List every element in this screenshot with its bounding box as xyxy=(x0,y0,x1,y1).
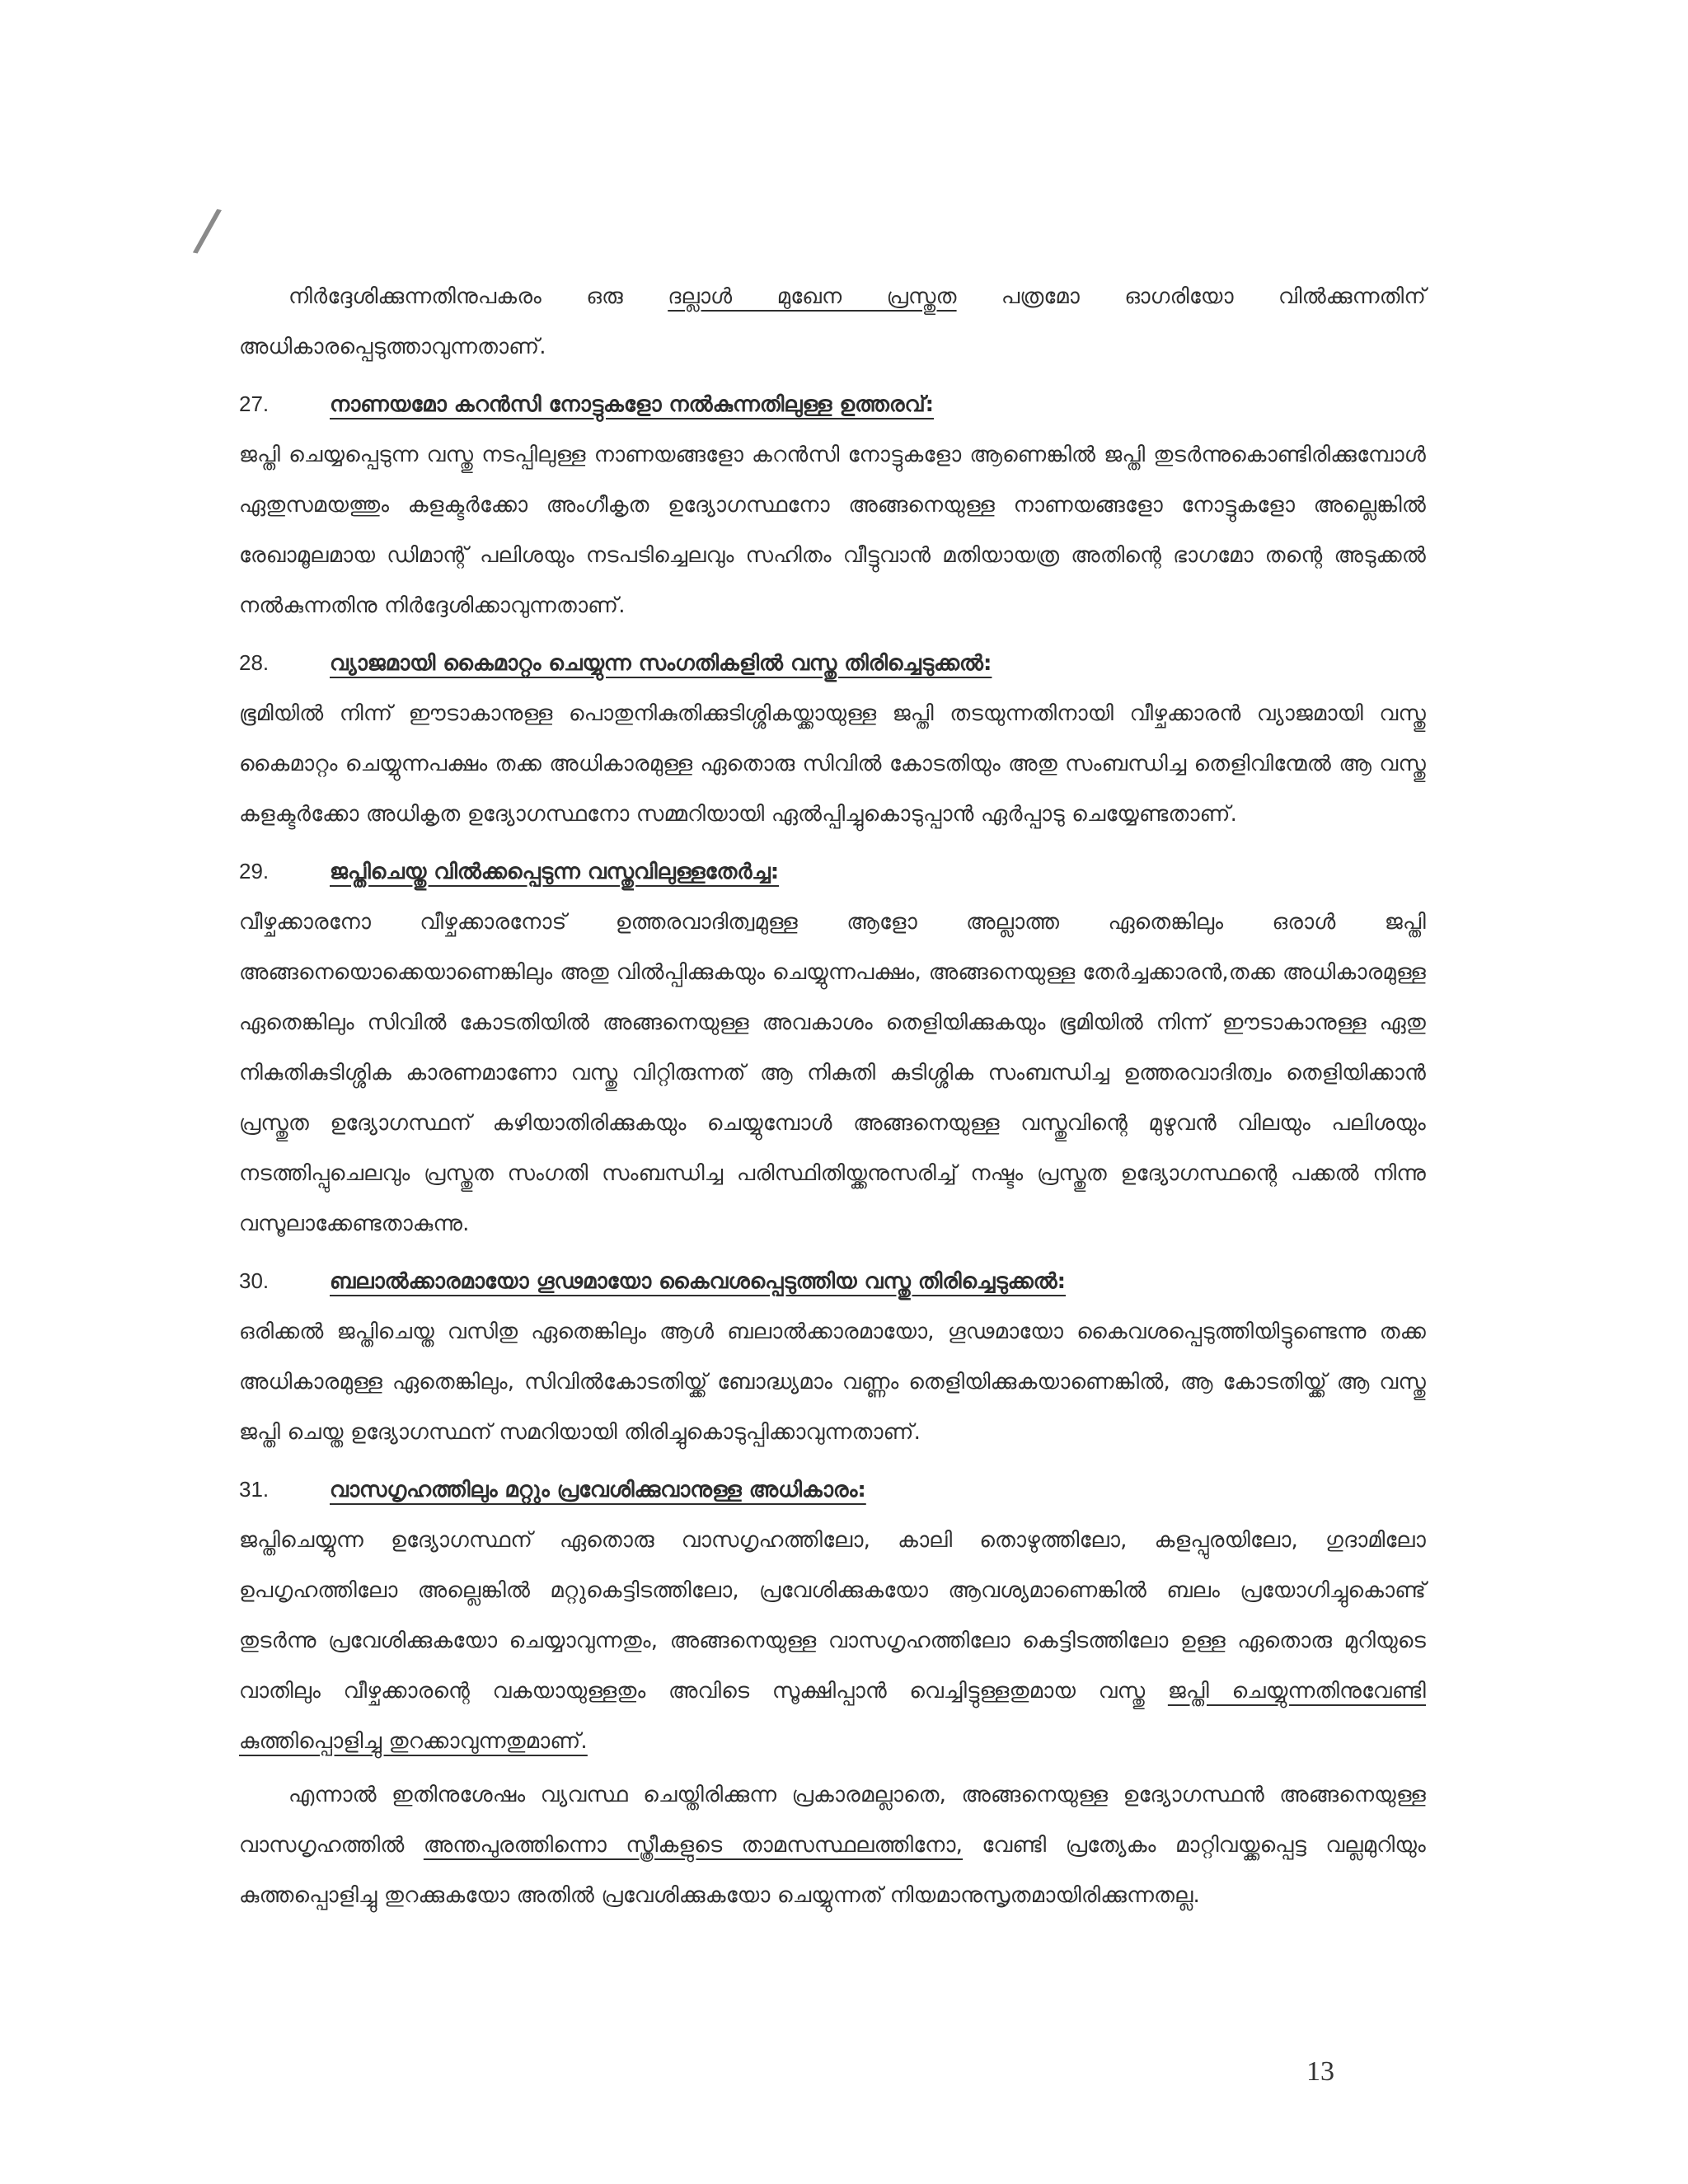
section-heading: ജപ്തിചെയ്തു വിൽക്കപ്പെടുന്ന വസ്തുവിലുള്ളതേർച്ച: xyxy=(330,860,780,884)
intro-text-2: പത്രമോ ഓഗരിയോ വിൽക്കുന്നതിന് അധികാരപ്പെടുത്താവുന്നതാണ്. xyxy=(239,284,1426,359)
section-body: വീഴ്ചക്കാരനോ വീഴ്ചക്കാരനോട് ഉത്തരവാദിത്വമുള്ള ആളോ അല്ലാത്ത ഏതെങ്കിലും ഒരാൾ ജപ്തി അങ്ങനെയൊക്കെയാണെങ്കിലും അതു വിൽപ്പിക്കുകയും ചെയ്യുന്നപക്ഷം, അങ്ങനെയുള്ള തേർച്ചക്കാരൻ,തക്ക അധികാരമുള്ള ഏതെങ്കിലും സിവിൽ കോടതിയിൽ അങ്ങനെയുള്ള അവകാശം തെളിയിക്കുകയും ഭൂമിയിൽ നിന്ന് ഈടാകാനുള്ള ഏതു നികുതികുടിശ്ശിക കാരണമാണോ വസ്തു വിറ്റിരുന്നത് ആ നികുതി കുടിശ്ശിക സംബന്ധിച്ച ഉത്തരവാദിത്വം തെളിയിക്കാൻ പ്രസ്തുത ഉദ്യോഗസ്ഥന് കഴിയാതിരിക്കുകയും ചെയ്യുമ്പോൾ അങ്ങനെയുള്ള വസ്തുവിന്റെ മുഴുവൻ വിലയും പലിശയും നടത്തിപ്പുചെലവും പ്രസ്തുത സംഗതി സംബന്ധിച്ച പരിസ്ഥിതിയ്ക്കനുസരിച്ച് നഷ്ടം പ്രസ്തുത ഉദ്യോഗസ്ഥന്റെ പക്കൽ നിന്നു വസൂലാക്കേണ്ടതാകുന്നു. xyxy=(239,910,1426,1236)
closing-paragraph xyxy=(239,1770,1426,1921)
section-30 xyxy=(239,1256,1426,1458)
section-body xyxy=(239,1516,1426,1767)
section-28 xyxy=(239,638,1426,840)
section-heading: നാണയമോ കറൻസി നോട്ടുകളോ നൽകുന്നതിലുള്ള ഉത്തരവ്: xyxy=(330,392,935,417)
section-number: 31. xyxy=(239,1477,270,1502)
section-body: ഒരിക്കൽ ജപ്തിചെയ്ത വസിതു ഏതെങ്കിലും ആൾ ബലാൽക്കാരമായോ, ഗൂഢമായോ കൈവശപ്പെടുത്തിയിട്ടുണ്ടെന്നു തക്ക അധികാരമുള്ള ഏതെങ്കിലും, സിവിൽകോടതിയ്ക്ക് ബോദ്ധ്യമാം വണ്ണം തെളിയിക്കുകയാണെങ്കിൽ, ആ കോടതിയ്ക്ക് ആ വസ്തു ജപ്തി ചെയ്ത ഉദ്യോഗസ്ഥന് സമറിയായി തിരിച്ചുകൊടുപ്പിക്കാവുന്നതാണ്. xyxy=(239,1319,1426,1445)
section-number: 27. xyxy=(239,391,270,416)
section-body: ജപ്തി ചെയ്യപ്പെടുന്ന വസ്തു നടപ്പിലുള്ള നാണയങ്ങളോ കറൻസി നോട്ടുകളോ ആണെങ്കിൽ ജപ്തി തുടർന്നുകൊണ്ടിരിക്കുമ്പോൾ ഏതുസമയത്തും കളക്ടർക്കോ അംഗീകൃത ഉദ്യോഗസ്ഥനോ അങ്ങനെയുള്ള നാണയങ്ങളോ നോട്ടുകളോ അല്ലെങ്കിൽ രേഖാമൂലമായ ഡിമാന്റ് പലിശയും നടപടിച്ചെലവും സഹിതം വീട്ടുവാൻ മതിയായത്ര അതിന്റെ ഭാഗമോ തന്റെ അടുക്കൽ നൽകുന്നതിനു നിർദ്ദേശിക്കാവുന്നതാണ്. xyxy=(239,443,1426,618)
closing-underlined: അന്തപുരത്തിന്നൊ സ്ത്രീകളുടെ താമസസ്ഥലത്തിനോ, xyxy=(423,1833,964,1858)
intro-text-1: നിർദ്ദേശിക്കുന്നതിനുപകരം ഒരു xyxy=(288,284,668,309)
intro-broker-underlined: ദല്ലാൾ മുഖേന പ്രസ്തുത xyxy=(668,284,957,309)
margin-mark: / xyxy=(190,194,224,265)
section-27 xyxy=(239,379,1426,631)
document-body xyxy=(239,272,1426,1924)
section-number: 30. xyxy=(239,1268,270,1293)
section-29 xyxy=(239,846,1426,1249)
section-heading: ബലാൽക്കാരമായോ ഗൂഢമായോ കൈവശപ്പെടുത്തിയ വസ്തു തിരിച്ചെടുക്കൽ: xyxy=(330,1269,1067,1294)
section-number: 28. xyxy=(239,650,270,675)
section-body-underlined: ജപ്തി ചെയ്യുന്നതിനുവേണ്ടി കുത്തിപ്പൊളിച്ചു തുറക്കാവുന്നതുമാണ്. xyxy=(239,1679,1426,1754)
closing-text-1: എന്നാൽ ഇതിനുശേഷം വ്യവസ്ഥ ചെയ്തിരിക്കുന്ന പ്രകാരമല്ലാതെ, അങ്ങനെയുള്ള ഉദ്യോഗസ്ഥൻ അങ്ങനെയുള്ള വാസഗൃഹത്തിൽ xyxy=(239,1783,1426,1858)
section-body: ഭൂമിയിൽ നിന്ന് ഈടാകാനുള്ള പൊതുനികുതിക്കുടിശ്ശികയ്ക്കായുള്ള ജപ്തി തടയുന്നതിനായി വീഴ്ചക്കാരൻ വ്യാജമായി വസ്തു കൈമാറ്റം ചെയ്യുന്നപക്ഷം തക്ക അധികാരമുള്ള ഏതൊരു സിവിൽ കോടതിയും അതു സംബന്ധിച്ച തെളിവിന്മേൽ ആ വസ്തു കളക്ടർക്കോ അധികൃത ഉദ്യോഗസ്ഥനോ സമ്മറിയായി ഏൽപ്പിച്ചുകൊടുപ്പാൻ ഏർപ്പാടു ചെയ്യേണ്ടതാണ്. xyxy=(239,701,1426,827)
page-number: 13 xyxy=(1306,2056,1334,2087)
section-heading: വ്യാജമായി കൈമാറ്റം ചെയ്യുന്ന സംഗതികളിൽ വസ്തു തിരിച്ചെടുക്കൽ: xyxy=(330,651,992,676)
section-number: 29. xyxy=(239,859,270,883)
section-body-text: ജപ്തിചെയ്യുന്ന ഉദ്യോഗസ്ഥന് ഏതൊരു വാസഗൃഹത്തിലോ, കാലി തൊഴുത്തിലോ, കളപ്പുരയിലോ, ഗുദാമിലോ ഉപഗൃഹത്തിലോ അല്ലെങ്കിൽ മറ്റുകെട്ടിടത്തിലോ, പ്രവേശിക്കുകയോ ആവശ്യമാണെങ്കിൽ ബലം പ്രയോഗിച്ചുകൊണ്ട് തുടർന്നു പ്രവേശിക്കുകയോ ചെയ്യാവുന്നതും, അങ്ങനെയുള്ള വാസഗൃഹത്തിലോ കെട്ടിടത്തിലോ ഉള്ള ഏതൊരു മുറിയുടെ വാതിലും വീഴ്ചക്കാരന്റെ വകയായുള്ളതും അവിടെ സൂക്ഷിപ്പാൻ വെച്ചിട്ടുള്ളതുമായ വസ്തു xyxy=(239,1528,1426,1704)
section-31 xyxy=(239,1465,1426,1767)
intro-paragraph xyxy=(239,272,1426,373)
section-heading: വാസഗൃഹത്തിലും മറ്റും പ്രവേശിക്കുവാനുള്ള അധികാരം: xyxy=(330,1478,866,1502)
closing-text-2: വേണ്ടി പ്രത്യേകം മാറ്റിവയ്ക്കപ്പെട്ട വല്ലമുറിയും കുത്തപ്പൊളിച്ചു തുറക്കുകയോ അതിൽ പ്രവേശിക്കുകയോ ചെയ്യുന്നത് നിയമാനുസൃതമായിരിക്കുന്നതല്ല. xyxy=(239,1833,1426,1908)
